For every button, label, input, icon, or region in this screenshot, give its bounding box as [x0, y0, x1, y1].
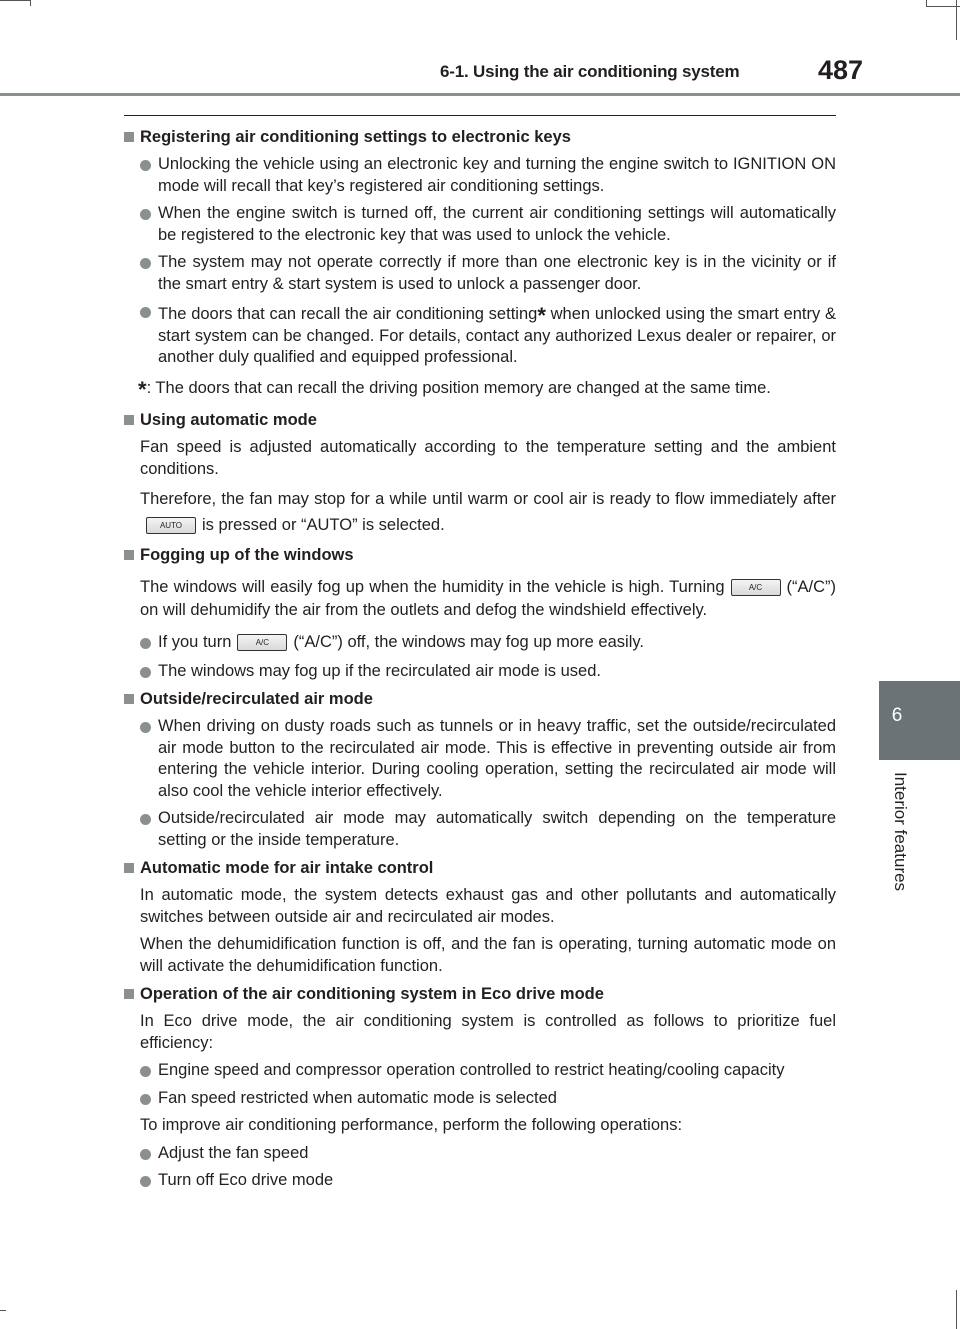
paragraph: In Eco drive mode, the air conditioning system is controlled as follows to prioritize fuel efficiency:: [140, 1012, 836, 1052]
list-item: If you turn A/C (“A/C”) off, the windows may fog up more easily.: [120, 632, 836, 654]
list-item: Outside/recirculated air mode may automatically switch depending on the temperature setting or the inside temperature.: [120, 808, 836, 851]
list-item: Adjust the fan speed: [120, 1143, 836, 1165]
round-bullet-icon: [140, 1094, 151, 1105]
heading-air-intake: Automatic mode for air intake control: [120, 857, 836, 879]
heading-automatic-mode: Using automatic mode: [120, 409, 836, 431]
square-marker-icon: [124, 863, 134, 873]
list-item: When the engine switch is turned off, the current air conditioning settings will automatically be registered to the electronic key that was used to unlock the vehicle.: [120, 203, 836, 246]
round-bullet-icon: [140, 814, 151, 825]
round-bullet-icon: [140, 1149, 151, 1160]
paragraph: Therefore, the fan may stop for a while until warm or cool air is ready to flow immediately afterAUTO is pressed or “AUTO” is selected.: [140, 490, 836, 534]
content-rule: [124, 115, 836, 116]
paragraph: When the dehumidification function is off, and the fan is operating, turning automatic mode on will activate the dehumidification function.: [140, 935, 836, 975]
crop-mark: [926, 6, 960, 7]
square-marker-icon: [124, 694, 134, 704]
footnote: *: The doors that can recall the driving position memory are changed at the same time.: [138, 376, 771, 402]
ac-button-icon: A/C: [237, 634, 287, 651]
list-item: Engine speed and compressor operation controlled to restrict heating/cooling capacity: [120, 1060, 836, 1082]
round-bullet-icon: [140, 258, 151, 269]
crop-mark: [30, 0, 31, 6]
list-item: When driving on dusty roads such as tunnels or in heavy traffic, set the outside/recirculated air mode button to the recirculated air mode. This is effective in preventing outside air from entering the vehicle interior. During cooling operation, setting the recirculated air mode will also cool the vehicle interior effectively.: [120, 716, 836, 802]
list-item: The windows may fog up if the recirculated air mode is used.: [120, 661, 836, 683]
square-marker-icon: [124, 415, 134, 425]
main-content: [120, 126, 836, 1192]
list-item: The system may not operate correctly if more than one electronic key is in the vicinity or if the smart entry & start system is used to unlock a passenger door.: [120, 252, 836, 295]
paragraph: The windows will easily fog up when the humidity in the vehicle is high. Turning A/C (“A/C”) on will dehumidify the air from the outlets and defog the windshield effectively.: [140, 578, 836, 619]
crop-mark: [956, 1290, 957, 1329]
header-rule: [0, 93, 960, 96]
list-item: Unlocking the vehicle using an electronic key and turning the engine switch to IGNITION ON mode will recall that key’s registered air conditioning settings.: [120, 154, 836, 197]
round-bullet-icon: [140, 1066, 151, 1077]
page-number: 487: [818, 55, 864, 85]
chapter-label: Interior features: [891, 772, 910, 892]
heading-eco-drive: Operation of the air conditioning system in Eco drive mode: [120, 983, 836, 1005]
paragraph: Fan speed is adjusted automatically according to the temperature setting and the ambient conditions.: [140, 438, 836, 478]
square-marker-icon: [124, 989, 134, 999]
round-bullet-icon: [140, 722, 151, 733]
heading-fogging: Fogging up of the windows: [120, 544, 836, 566]
round-bullet-icon: [140, 638, 151, 649]
list-item: Fan speed restricted when automatic mode is selected: [120, 1088, 836, 1110]
chapter-number: 6: [891, 705, 903, 726]
round-bullet-icon: [140, 1176, 151, 1187]
round-bullet-icon: [140, 209, 151, 220]
asterisk-mark: *: [138, 376, 147, 402]
round-bullet-icon: [140, 667, 151, 678]
ac-button-icon: A/C: [731, 579, 781, 596]
list-item: The doors that can recall the air conditioning setting* when unlocked using the smart entry & start system can be changed. For details, contact any authorized Lexus dealer or repairer, or another duly qualified and equipped professional.: [120, 301, 836, 369]
paragraph: To improve air conditioning performance, perform the following operations:: [140, 1116, 683, 1134]
paragraph: In automatic mode, the system detects exhaust gas and other pollutants and automatically switches between outside air and recirculated air modes.: [140, 886, 836, 926]
asterisk-mark: *: [537, 303, 546, 328]
round-bullet-icon: [140, 307, 151, 318]
crop-mark: [956, 0, 957, 40]
square-marker-icon: [124, 550, 134, 560]
crop-mark: [0, 0, 30, 1]
heading-registering: Registering air conditioning settings to electronic keys: [120, 126, 836, 148]
section-title: 6-1. Using the air conditioning system: [440, 62, 740, 81]
heading-recirculated: Outside/recirculated air mode: [120, 688, 836, 710]
round-bullet-icon: [140, 160, 151, 171]
auto-button-icon: AUTO: [146, 517, 196, 534]
crop-mark: [0, 1310, 6, 1311]
list-item: Turn off Eco drive mode: [120, 1170, 836, 1192]
square-marker-icon: [124, 132, 134, 142]
